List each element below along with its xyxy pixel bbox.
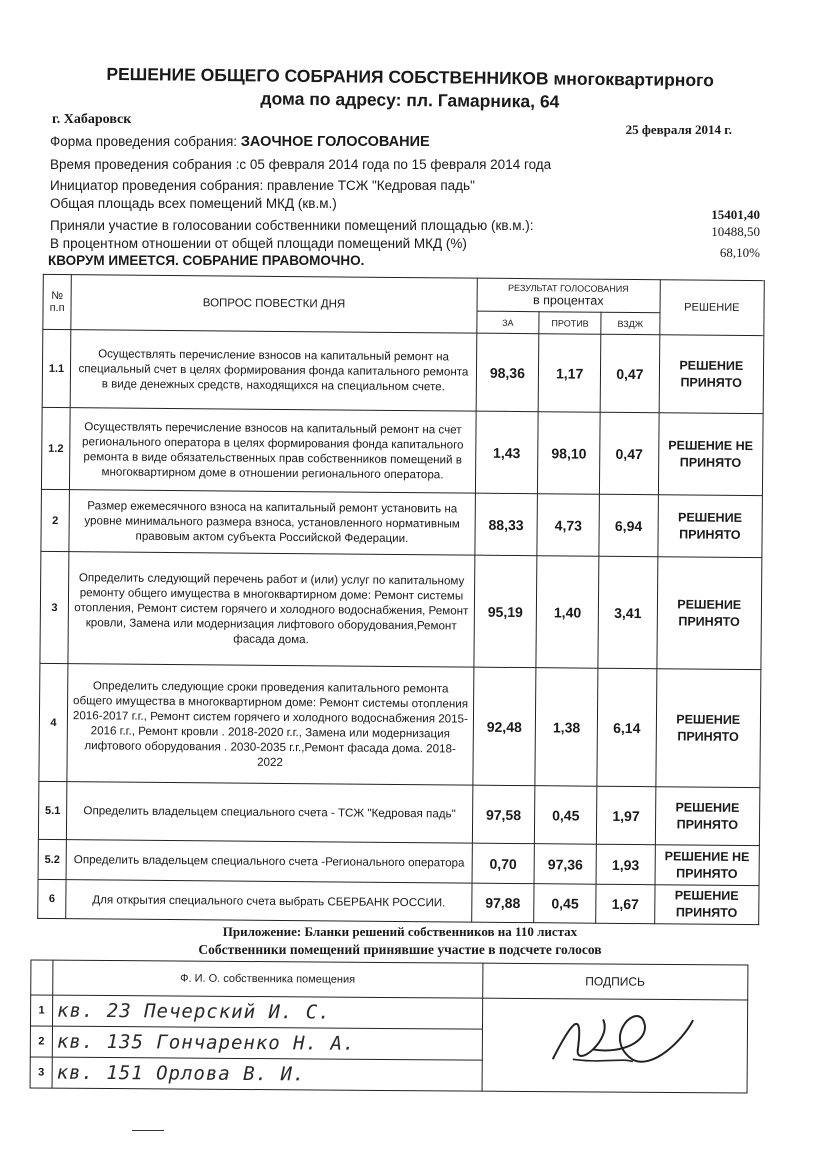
- vote-for: 97,58: [472, 785, 535, 844]
- handwritten-signature: [482, 999, 743, 1085]
- row-number: 1.1: [42, 329, 71, 407]
- vote-against: 1,40: [536, 556, 599, 669]
- vote-abstain: 0,47: [600, 334, 659, 413]
- row-number: 1.2: [41, 407, 70, 489]
- signature-name-header: Ф. И. О. собственника помещения: [53, 960, 483, 998]
- percent-label: В процентном отношении от общей площади помещений МКД (%): [50, 236, 467, 251]
- row-question: Для открытия специального счета выбрать СБЕРБАНК РОССИИ.: [66, 880, 472, 923]
- handwritten-name: кв. 151 Орлова В. И.: [52, 1057, 482, 1091]
- signature-number-header: [31, 960, 53, 995]
- city: г. Хабаровск: [52, 112, 132, 127]
- vote-for: 88,33: [475, 493, 538, 556]
- col-number-header: № п.п: [43, 274, 72, 329]
- row-question: Определить следующий перечень работ и (или) услуг по капитальному ремонту общего имущества в многоквартирном доме: Ремонт системы отопления, Ремонт систем горячего и холодного водоснабжения, Ремонт кровли, Замена или модернизация лифтового оборудования,Ремонт фасада дома.: [68, 552, 475, 668]
- signature-header-row: [31, 960, 748, 1000]
- row-decision: РЕШЕНИЕ ПРИНЯТО: [655, 669, 760, 788]
- row-number: 3: [40, 551, 69, 663]
- vote-for: 92,48: [473, 667, 536, 786]
- document-date: 25 февраля 2014 г.: [625, 122, 732, 137]
- row-decision: РЕШЕНИЕ ПРИНЯТО: [657, 495, 762, 558]
- vote-for: 0,70: [472, 843, 535, 884]
- row-number: 5.1: [38, 781, 67, 839]
- row-number: 2: [41, 489, 70, 551]
- footer-dash: [132, 1130, 164, 1131]
- signature-table: [30, 959, 749, 1093]
- signature-row-number: 3: [30, 1057, 52, 1088]
- col-against-header: ПРОТИВ: [539, 312, 601, 335]
- row-number: 4: [39, 663, 68, 781]
- vote-for: 95,19: [474, 555, 537, 668]
- signature-row-number: 2: [30, 1026, 52, 1057]
- vote-against: 0,45: [534, 884, 597, 924]
- document-title: [60, 62, 760, 115]
- meeting-time: Время проведения собрания :с 05 февраля 2014 года по 15 февраля 2014 года: [50, 157, 552, 172]
- row-decision: РЕШЕНИЕ ПРИНЯТО: [659, 335, 764, 414]
- table-row: [41, 407, 763, 495]
- col-for-header: ЗА: [477, 311, 539, 334]
- meeting-form-value: ЗАОЧНОЕ ГОЛОСОВАНИЕ: [240, 134, 430, 150]
- handwritten-name: кв. 135 Гончаренко Н. А.: [52, 1026, 482, 1060]
- vote-against: 1,17: [538, 334, 601, 413]
- vote-against: 4,73: [537, 494, 600, 557]
- total-area-value: 15401,40: [711, 207, 760, 222]
- row-decision: РЕШЕНИЕ НЕ ПРИНЯТО: [658, 413, 763, 496]
- title-line-1: РЕШЕНИЕ ОБЩЕГО СОБРАНИЯ СОБСТВЕННИКОВ многоквартирного: [106, 63, 714, 91]
- table-row: [38, 879, 759, 924]
- participated-label: Приняли участие в голосовании собственники помещений площадью (кв.м.):: [50, 218, 534, 233]
- row-question: Определить владельцем специального счета -Регионального оператора: [66, 840, 472, 884]
- percent-value: 68,10%: [719, 245, 760, 260]
- meeting-form-label: Форма проведения собрания:: [50, 134, 238, 149]
- row-decision: РЕШЕНИЕ ПРИНЯТО: [656, 557, 761, 670]
- meeting-initiator: Инициатор проведения собрания: правление ТСЖ "Кедровая падь": [50, 178, 475, 193]
- row-question: Определить владельцем специального счета - ТСЖ "Кедровая падь": [67, 782, 473, 844]
- result-header-sub: в процентах: [532, 293, 604, 308]
- row-number: 6: [38, 879, 66, 918]
- table-row: [41, 489, 763, 557]
- vote-abstain: 1,93: [596, 844, 655, 885]
- signature-row-number: 1: [30, 995, 52, 1026]
- owners-title: Собственники помещений принявшие участие в подсчете голосов: [198, 942, 602, 957]
- result-header-top: РЕЗУЛЬТАТ ГОЛОСОВАНИЯ: [508, 282, 629, 294]
- title-line-2: дома по адресу: пл. Гамарника, 64: [260, 88, 560, 112]
- vote-abstain: 6,94: [599, 494, 658, 557]
- vote-for: 97,88: [471, 883, 534, 923]
- row-decision: РЕШЕНИЕ ПРИНЯТО: [655, 787, 760, 846]
- col-abstain-header: ВЗДЖ: [601, 312, 659, 335]
- col-decision-header: РЕШЕНИЕ: [659, 280, 764, 336]
- handwritten-name: кв. 23 Печерский И. С.: [52, 995, 482, 1029]
- vote-abstain: 1,67: [596, 884, 655, 924]
- table-row: [40, 551, 762, 669]
- col-question-header: ВОПРОС ПОВЕСТКИ ДНЯ: [71, 275, 477, 334]
- row-question: Определить следующие сроки проведения капитального ремонта общего имущества в многоквартирном доме: Ремонт системы отопления 2016-2017 г.г., Ремонт систем горячего и холодного водоснабжения 2015-2016 г.г., Ремонт кровли . 2018-2020 г.г., Замена или модернизация лифтового оборудования . 2030-2035 г.г.,Ремонт фасада дома. 2018-2022: [67, 664, 474, 786]
- table-row: [38, 839, 759, 885]
- vote-for: 1,43: [475, 411, 538, 494]
- vote-abstain: 6,14: [597, 668, 656, 787]
- col-result-header: [477, 278, 660, 313]
- signature-sign-header: ПОДПИСЬ: [482, 963, 748, 1000]
- vote-against: 97,36: [534, 844, 597, 885]
- vote-abstain: 1,97: [597, 786, 656, 845]
- vote-abstain: 3,41: [598, 556, 657, 669]
- vote-for: 98,36: [476, 333, 539, 412]
- row-question: Осуществлять перечисление взносов на капитальный ремонт на специальный счет в целях формирования фонда капитального ремонта в виде денежных средств, находящихся на специальном счете.: [70, 330, 476, 412]
- participated-value: 10488,50: [711, 224, 760, 239]
- table-row: [42, 329, 764, 413]
- vote-against: 98,10: [537, 412, 600, 495]
- vote-against: 0,45: [534, 786, 597, 845]
- total-area-label: Общая площадь всех помещений МКД (кв.м.): [50, 196, 337, 211]
- meeting-form: [50, 134, 430, 150]
- table-row: [39, 663, 761, 787]
- signature-row: [30, 995, 747, 1031]
- vote-against: 1,38: [535, 668, 598, 787]
- table-header-row: [43, 274, 764, 313]
- voting-results-table: [37, 274, 765, 925]
- table-row: [38, 781, 759, 845]
- quorum-statement: КВОРУМ ИМЕЕТСЯ. СОБРАНИЕ ПРАВОМОЧНО.: [48, 253, 365, 268]
- row-decision: РЕШЕНИЕ НЕ ПРИНЯТО: [655, 845, 760, 886]
- signature-cell: [482, 998, 748, 1093]
- row-question: Размер ежемесячного взноса на капитальный ремонт установить на уровне минимального размера взноса, установленного нормативным правовым актом субъекта Российской Федерации.: [69, 490, 475, 556]
- row-decision: РЕШЕНИЕ ПРИНЯТО: [654, 885, 759, 925]
- vote-abstain: 0,47: [600, 412, 659, 495]
- row-number: 5.2: [38, 839, 66, 879]
- appendix-note: Приложение: Бланки решений собственников на 110 листах: [222, 924, 578, 939]
- row-question: Осуществлять перечисление взносов на капитальный ремонт на счет регионального оператора в целях формирования фонда капитального ремонта в виде обязательственных прав собственников помещений в многоквартирном доме в отношении регионального оператора.: [70, 408, 476, 494]
